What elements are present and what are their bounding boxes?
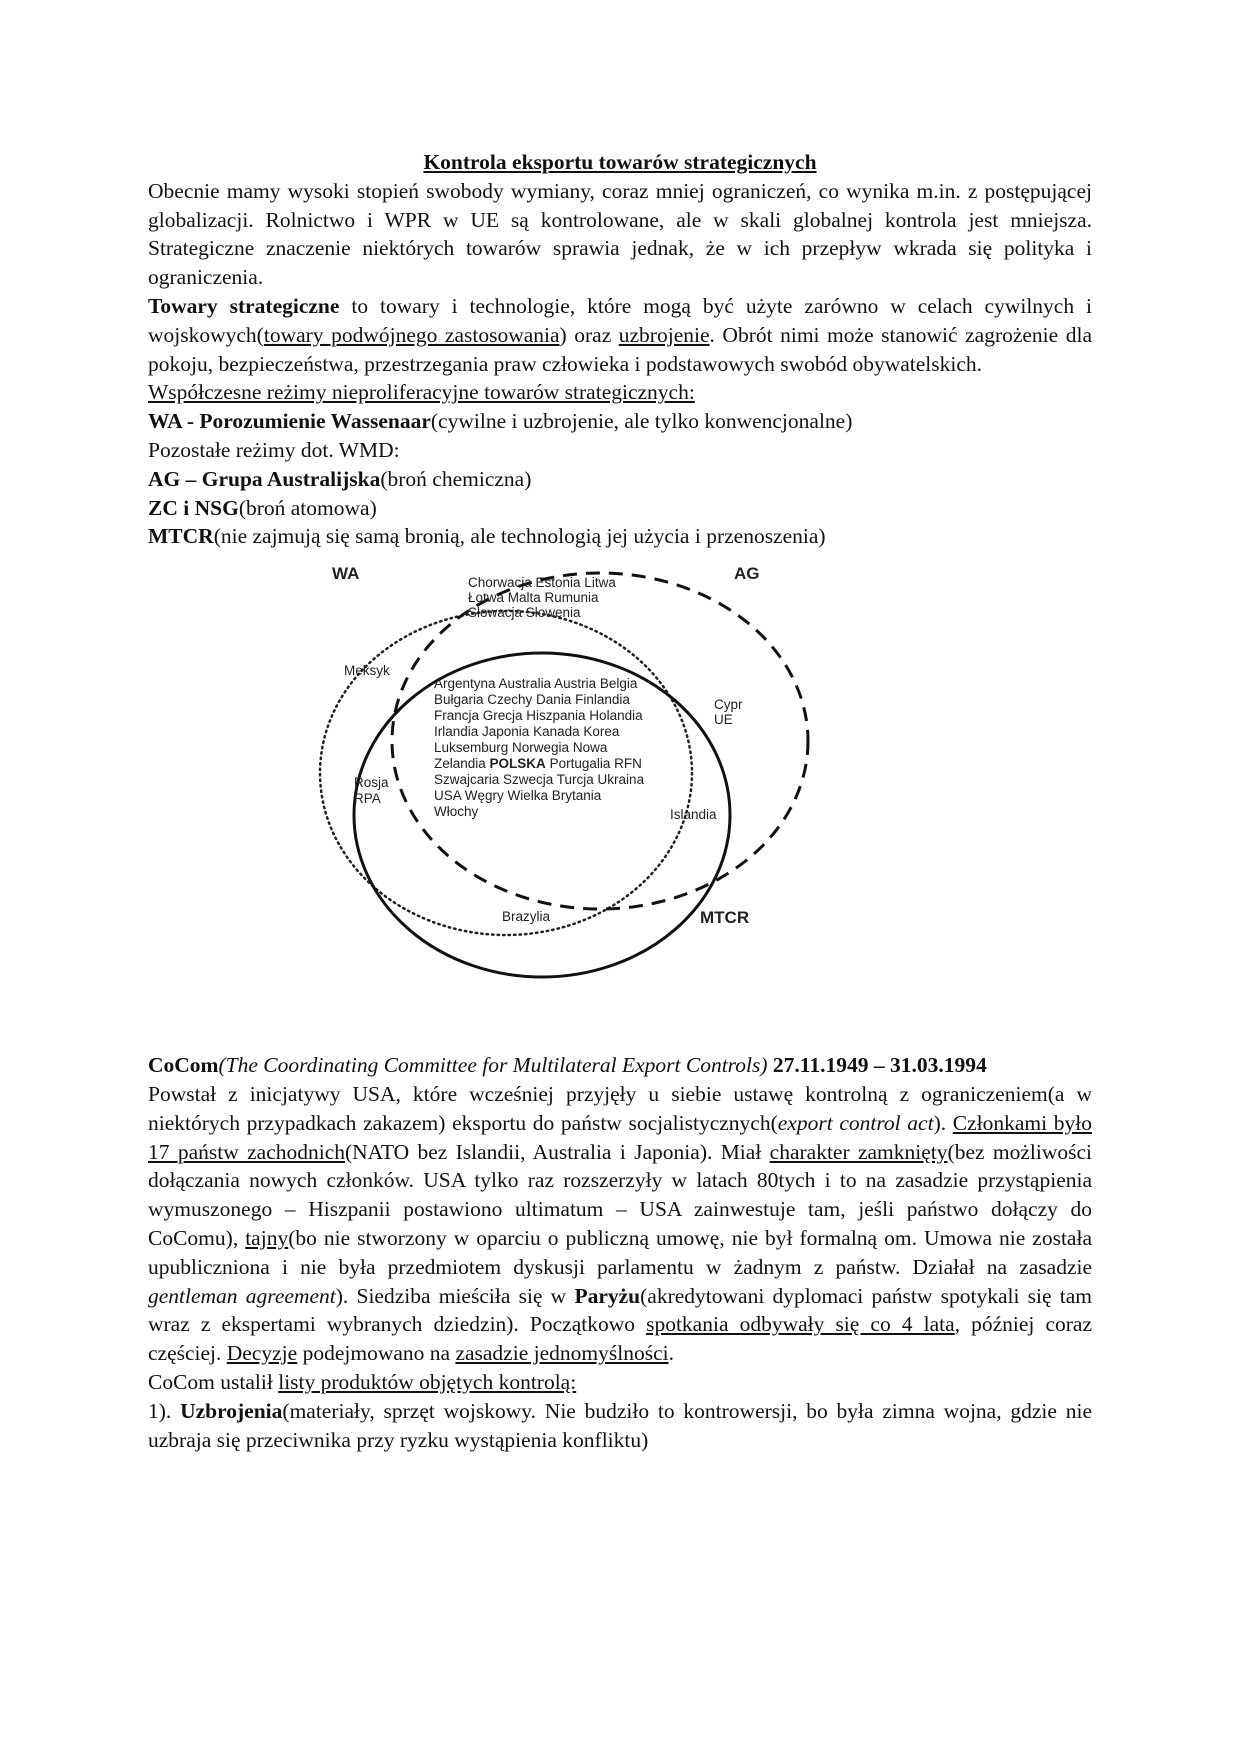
text-span: (bez możliwości dołączania nowych członków. USA tylko raz rozszerzyły w latach 80tych i to na zasadzie przystąpienia wymuszonego – Hiszpanii postawiono ultimatum – USA zainwestuje tam, jeśli państwo dołączy do CoComu), (148, 1139, 1092, 1250)
regime-ag-name: AG – Grupa Australijska (148, 466, 381, 491)
regimes-venn-diagram (148, 551, 1092, 1051)
underlined-decisions: Decyzje (226, 1341, 298, 1366)
list-item-desc: (materiały, sprzęt wojskowy. Nie budziło to kontrowersji, bo była zimna wojna, gdzie nie uzbraja się przeciwnika przy ryzku wystąpienia konfliktu) (148, 1398, 1092, 1452)
text-span: CoCom ustalił (148, 1369, 279, 1394)
regime-wa-desc: (cywilne i uzbrojenie, ale tylko konwencjonalne) (430, 409, 853, 434)
label-mtcr: MTCR (700, 908, 750, 928)
text-span: ) oraz (559, 322, 619, 347)
regime-ag (148, 465, 1092, 494)
label-ag: AG (734, 564, 760, 584)
text-span: ). (933, 1110, 953, 1135)
center-countries-3: Francja Grecja Hiszpania Holandia (434, 708, 643, 724)
paragraph-intro: Obecnie mamy wysoki stopień swobody wymiany, coraz mniej ograniczeń, co wynika m.in. z postępującej globalizacji. Rolnictwo i WPR w UE są kontrolowane, ale w skali globalnej kontrola jest mniejsza. Strategiczne znaczenie niektórych towarów sprawia jednak, że w ich przepływ wkrada się polityka i ograniczenia. (148, 178, 1092, 290)
cocom-body (148, 1080, 1092, 1368)
regime-zc-desc: (broń atomowa) (238, 495, 377, 520)
center-countries-5: Luksemburg Norwegia Nowa (434, 740, 608, 756)
page-title: Kontrola eksportu towarów strategicznych (423, 150, 817, 174)
text-span: (bo nie stworzony w oparciu o publiczną umowę, nie był formalną om. Umowa nie została upubliczniona i nie była przedmiotem dyskusji parlamentu w żadnym z państw. Działał na zasadzie (148, 1225, 1092, 1279)
center-countries-8: USA Węgry Wielka Brytania (434, 788, 602, 804)
cocom-dates: 27.11.1949 – 31.03.1994 (767, 1053, 987, 1078)
center-countries-9: Włochy (434, 804, 479, 820)
label-rpa: RPA (354, 791, 381, 807)
text-span: Powstał z inicjatywy USA, które wcześniej przyjęły u siebie ustawę kontrolną z ograniczeniem(a w niektórych przypadkach zakazem) eksportu do państw socjalistycznych( (148, 1081, 1092, 1135)
wmd-line: Pozostałe reżimy dot. WMD: (148, 437, 400, 462)
text-span: . Obrót nimi może stanowić zagrożenie dla pokoju, bezpieczeństwa, przestrzegania praw człowieka i podstawowych swobód obywatelskich. (148, 322, 1092, 376)
regime-wa-name: WA - Porozumienie Wassenaar (148, 409, 431, 434)
underlined-closed-character: charakter zamknięty (769, 1139, 948, 1164)
venn-svg (148, 551, 1092, 1051)
label-meksyk: Meksyk (344, 663, 390, 679)
underlined-meetings: spotkania odbywały się co 4 lata (646, 1312, 955, 1337)
cocom-name: CoCom (148, 1053, 219, 1078)
underlined-lists: listy produktów objętych kontrolą: (278, 1369, 577, 1394)
regime-wa (148, 407, 1092, 436)
cocom-lists-line (148, 1368, 1092, 1397)
underlined-armament: uzbrojenie (618, 322, 710, 347)
center-countries-6 (434, 756, 642, 771)
underlined-secret: tajny (245, 1225, 289, 1250)
term-strategic-goods: Towary strategiczne (148, 293, 340, 318)
top-countries-3: Słowacja Słowenia (468, 605, 581, 621)
list-item-term: Uzbrojenia (180, 1398, 283, 1423)
cocom-full-name: (The Coordinating Committee for Multilateral Export Controls) (218, 1053, 768, 1078)
center-countries-1: Argentyna Australia Austria Belgia (434, 676, 638, 692)
label-rosja: Rosja (354, 775, 389, 791)
document-page (148, 148, 1092, 1454)
center-countries-polska: POLSKA (489, 756, 546, 772)
label-ue: UE (714, 712, 733, 728)
underlined-unanimity: zasadzie jednomyślności (455, 1341, 669, 1366)
regime-zc (148, 494, 1092, 523)
top-countries-2: Łotwa Malta Rumunia (468, 590, 599, 606)
label-islandia: Islandia (670, 807, 717, 823)
underlined-dual-use: towary podwójnego zastosowania (263, 322, 560, 347)
label-cypr: Cypr (714, 697, 743, 713)
underlined-members: Członkami było 17 państw zachodnich (148, 1110, 1092, 1164)
cocom-title (148, 1051, 1092, 1080)
label-brazylia: Brazylia (502, 909, 551, 925)
center-countries-6a: Zelandia (434, 756, 490, 772)
list-item-number: 1). (148, 1398, 181, 1423)
italic-export-control-act: export control act (777, 1110, 934, 1135)
list-item-armaments (148, 1397, 1092, 1455)
top-countries-1: Chorwacja Estonia Litwa (468, 575, 616, 591)
regime-ag-desc: (broń chemiczna) (380, 466, 532, 491)
text-span: , później coraz częściej. (148, 1312, 1092, 1366)
text-span: (NATO bez Islandii, Australia i Japonia). Miał (345, 1139, 770, 1164)
paragraph-strategic-goods (148, 292, 1092, 378)
center-countries-6b: Portugalia RFN (545, 756, 642, 772)
text-span: to towary i technologie, które mogą być użyte zarówno w celach cywilnych i wojskowych( (148, 293, 1092, 347)
italic-gentleman-agreement: gentleman agreement (148, 1283, 336, 1308)
regimes-heading-text: Współczesne reżimy nieproliferacyjne towarów strategicznych: (148, 380, 695, 405)
regimes-heading (148, 378, 1092, 407)
label-wa: WA (332, 564, 360, 584)
text-span: . (668, 1341, 674, 1366)
center-countries-7: Szwajcaria Szwecja Turcja Ukraina (434, 772, 645, 788)
regime-mtcr-desc: (nie zajmują się samą bronią, ale technologią jej użycia i przenoszenia) (213, 524, 826, 549)
text-span: ). Siedziba mieściła się w (335, 1283, 575, 1308)
center-countries-4: Irlandia Japonia Kanada Korea (434, 724, 620, 740)
text-span: podejmowano na (297, 1341, 456, 1366)
bold-paris: Paryżu (574, 1283, 641, 1308)
regime-zc-name: ZC i NSG (148, 495, 239, 520)
regime-mtcr (148, 522, 1092, 551)
regime-mtcr-name: MTCR (148, 524, 214, 549)
text-span: (akredytowani dyplomaci państw spotykali się tam wraz z ekspertami wybranych dziedzin). Początkowo (148, 1283, 1092, 1337)
center-countries-2: Bułgaria Czechy Dania Finlandia (434, 692, 630, 708)
